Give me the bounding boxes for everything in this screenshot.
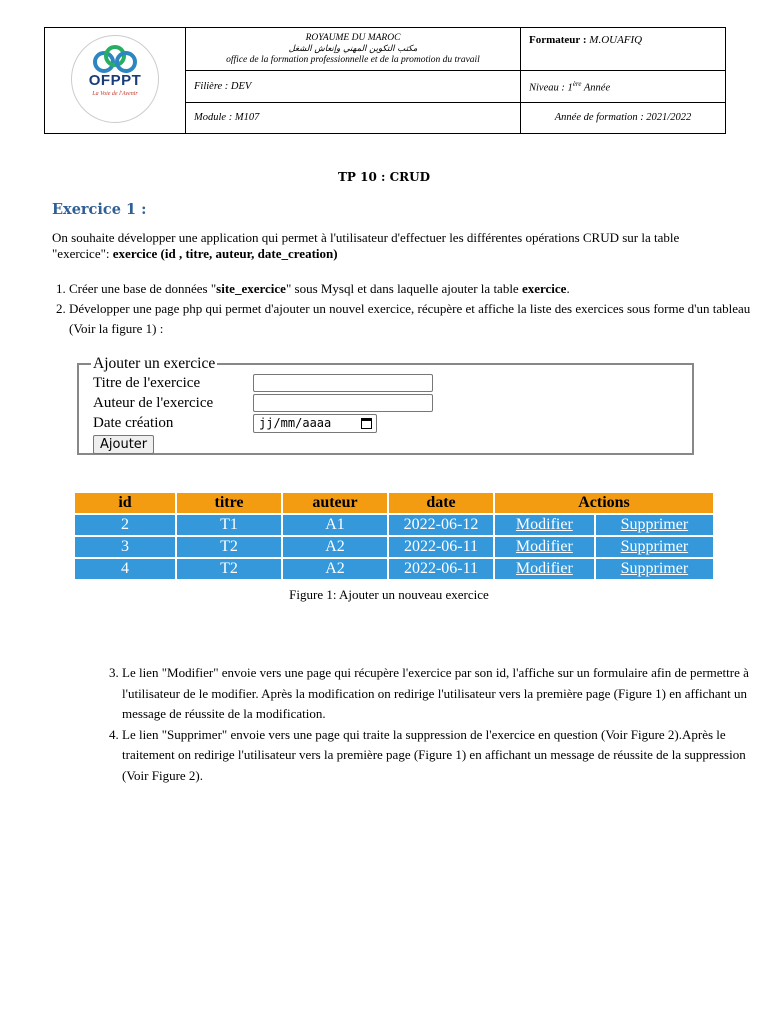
intro-bold: exercice (id , titre, auteur, date_creation)	[112, 246, 338, 261]
step-1-text-e: .	[566, 281, 570, 296]
step-1-db-name: site_exercice	[216, 281, 286, 296]
date-row	[93, 413, 678, 433]
date-input[interactable]	[253, 414, 377, 433]
step-1	[69, 279, 759, 299]
supprimer-link[interactable]: Supprimer	[620, 516, 689, 533]
modifier-link[interactable]: Modifier	[515, 538, 573, 555]
cell-id: 2	[75, 515, 175, 535]
step-3: 3. Le lien "Modifier" envoie vers une page qui récupère l'exercice par son id, l'affiche sur un formulaire afin de permettre à l'utilisateur de le modifier. Après la modification on redirige l'utilisateur vers la première page (Figure 1) en affichant un message de réussite de la modification.	[122, 663, 762, 725]
cell-modifier	[495, 537, 594, 557]
niveau-label: Niveau : 1	[529, 82, 573, 94]
supprimer-link[interactable]: Supprimer	[620, 538, 689, 555]
intro-text: On souhaite développer une application qui permet à l'utilisateur d'effectuer les différentes opérations CRUD sur la table "exercice":	[52, 230, 680, 261]
step-2: 2. Développer une page php qui permet d'ajouter un nouvel exercice, récupère et affiche la liste des exercices sous forme d'un tableau (Voir la figure 1) :	[69, 299, 759, 339]
cell-supprimer	[596, 515, 713, 535]
modifier-link[interactable]: Modifier	[515, 560, 573, 577]
cell-date: 2022-06-11	[389, 559, 493, 579]
date-placeholder: jj/mm/aaaa	[259, 416, 332, 430]
cell-titre: T2	[177, 559, 281, 579]
cell-auteur: A2	[283, 537, 387, 557]
cell-titre: T1	[177, 515, 281, 535]
module-cell: Module : M107	[186, 102, 521, 133]
table-header-row	[75, 493, 713, 513]
document-header	[44, 27, 726, 134]
form-legend: Ajouter un exercice	[93, 355, 216, 372]
header-id: id	[75, 493, 175, 513]
org-line-1: ROYAUME DU MAROC	[305, 32, 401, 43]
exercises-table	[73, 491, 715, 581]
org-line-3: office de la formation professionnelle et de la promotion du travail	[226, 54, 480, 65]
steps-list-1	[30, 279, 759, 339]
cell-id: 3	[75, 537, 175, 557]
table-row	[75, 537, 713, 557]
header-actions: Actions	[495, 493, 713, 513]
cell-date: 2022-06-12	[389, 515, 493, 535]
step-1-text-a: Créer une base de données "	[69, 281, 217, 296]
niveau-sup: ère	[572, 79, 582, 88]
org-cell	[186, 28, 521, 71]
niveau-cell	[521, 71, 726, 102]
add-exercise-form	[77, 355, 694, 455]
cell-auteur: A1	[283, 515, 387, 535]
modifier-link[interactable]: Modifier	[515, 516, 573, 533]
ajouter-button[interactable]: Ajouter	[93, 435, 154, 454]
formateur-cell	[521, 28, 726, 71]
date-label: Date création	[93, 414, 174, 431]
step-1-table-name: exercice	[521, 281, 567, 296]
cell-modifier	[495, 515, 594, 535]
cell-modifier	[495, 559, 594, 579]
auteur-label: Auteur de l'exercice	[93, 394, 214, 411]
cell-id: 4	[75, 559, 175, 579]
table-row	[75, 559, 713, 579]
formateur-value: M.OUAFIQ	[589, 34, 643, 46]
table-row	[75, 515, 713, 535]
annee-cell: Année de formation : 2021/2022	[521, 102, 726, 133]
cell-date: 2022-06-11	[389, 537, 493, 557]
step-4: 4. Le lien "Supprimer" envoie vers une page qui traite la suppression de l'exercice en question (Voir Figure 2).Après le traitement on redirige l'utilisateur vers la première page (Figure 1) en affichant un message de réussite de la suppression (Voir Figure 2).	[122, 725, 762, 787]
cell-supprimer	[596, 537, 713, 557]
org-line-2: مكتب التكوين المهني وإنعاش الشغل	[288, 43, 418, 54]
cell-titre: T2	[177, 537, 281, 557]
header-auteur: auteur	[283, 493, 387, 513]
header-titre: titre	[177, 493, 281, 513]
header-date: date	[389, 493, 493, 513]
cell-auteur: A2	[283, 559, 387, 579]
titre-label: Titre de l'exercice	[93, 374, 201, 391]
logo-brand: OFPPT	[88, 72, 142, 89]
step-1-text-c: " sous Mysql et dans laquelle ajouter la table	[285, 281, 522, 296]
titre-input[interactable]	[253, 374, 433, 392]
intro-paragraph	[52, 230, 722, 262]
formateur-label: Formateur :	[529, 34, 587, 46]
auteur-input[interactable]	[253, 394, 433, 412]
logo-tagline: La Voie de l'Avenir	[92, 91, 138, 97]
titre-row	[93, 373, 678, 393]
cell-supprimer	[596, 559, 713, 579]
filiere-cell: Filière : DEV	[186, 71, 521, 102]
tp-title: TP 10 : CRUD	[337, 170, 430, 184]
steps-list-2	[82, 663, 762, 786]
calendar-icon[interactable]	[361, 418, 372, 429]
figure-caption: Figure 1: Ajouter un nouveau exercice	[289, 587, 489, 602]
niveau-suffix: Année	[581, 82, 611, 94]
exercise-title: Exercice 1 :	[52, 201, 147, 218]
auteur-row	[93, 393, 678, 413]
ofppt-logo	[71, 35, 159, 123]
supprimer-link[interactable]: Supprimer	[620, 560, 689, 577]
logo-cell	[45, 28, 186, 134]
